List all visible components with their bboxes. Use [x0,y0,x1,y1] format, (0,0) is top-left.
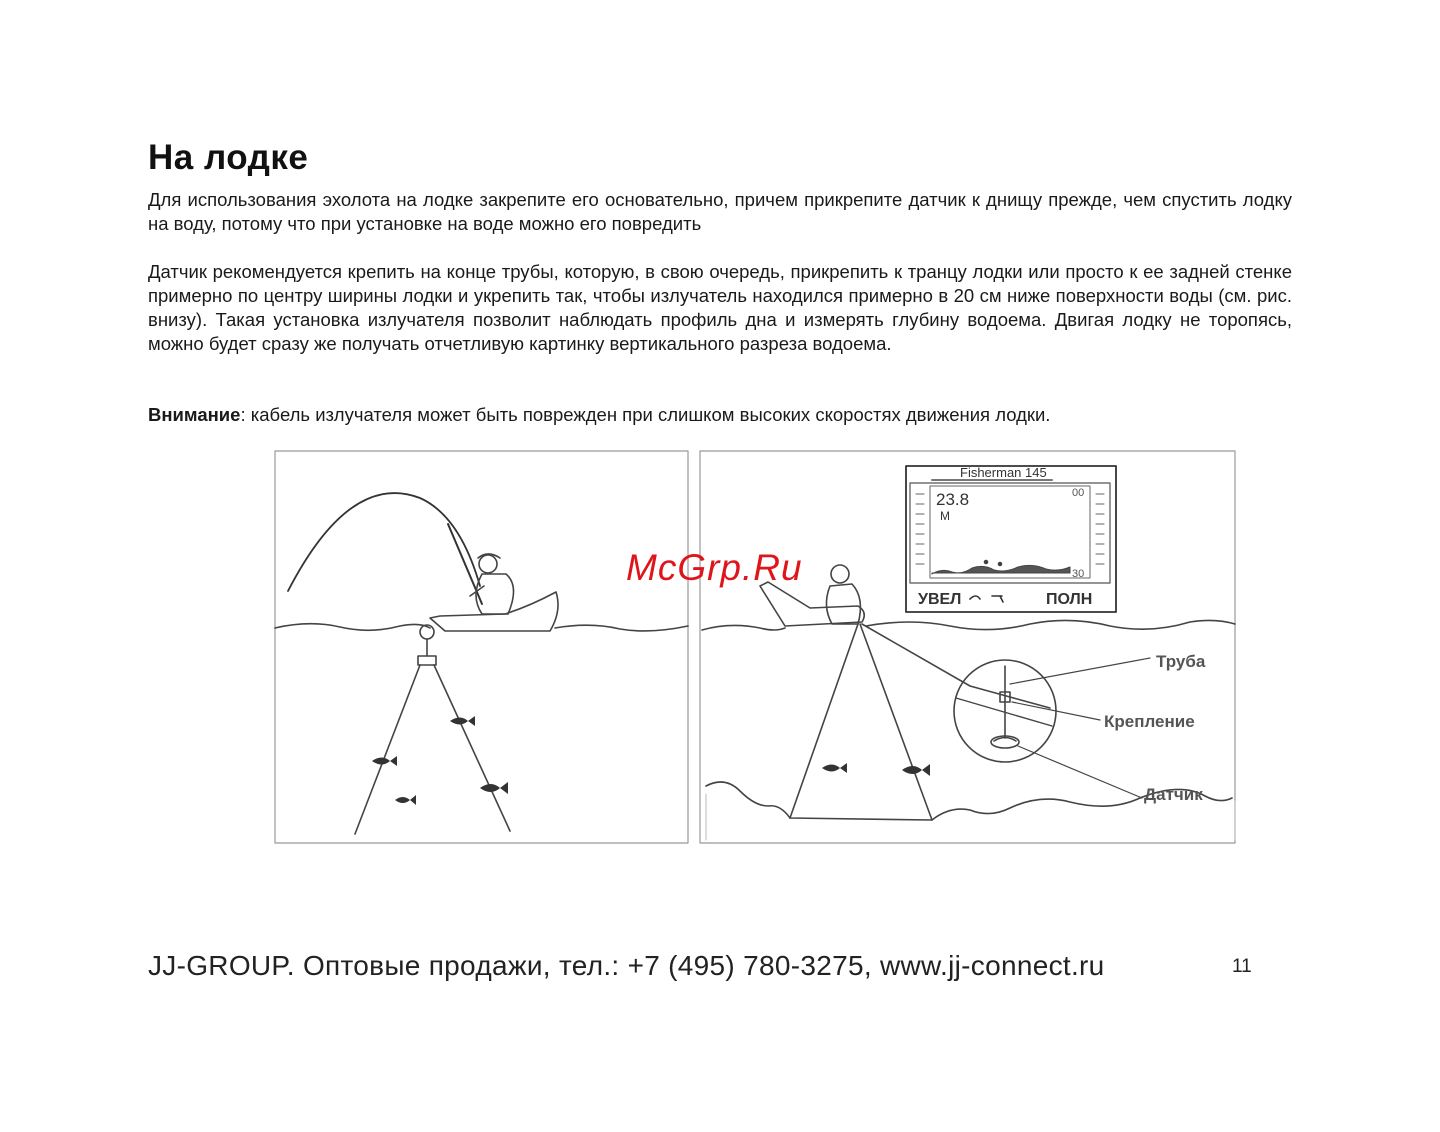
label-sensor: Датчик [1144,785,1203,804]
sonar-cone-right-right-edge [860,624,932,820]
label-mount: Крепление [1104,712,1195,731]
zoom-detail [954,660,1056,762]
display-unit: M [940,509,950,523]
display-button-full: ПОЛН [1046,591,1093,608]
watermark-text: McGrp.Ru [626,547,803,588]
leader-pipe [1010,658,1150,684]
right-panel [700,451,1235,843]
display-button-zoom: УВЕЛ [918,591,962,608]
fishing-rod-arc [288,493,480,591]
display-model: Fisherman 145 [960,465,1047,480]
fish-group-left [372,716,508,805]
label-pipe: Труба [1156,652,1206,671]
boat-left [430,592,558,631]
illustration-svg [270,446,1240,846]
leader-sensor [1018,746,1142,798]
fish-group-right [822,763,930,776]
display-scale-top: 00 [1072,487,1085,499]
paragraph-intro: Для использования эхолота на лодке закрепите его основательно, причем прикрепите датчик к днищу прежде, чем спустить лодку на воду, потому что при установке на воде можно его повредить [148,189,1292,234]
fisherman-right [826,565,860,624]
water-surface-left-a [275,624,430,631]
warning-label: Внимание [148,404,241,425]
sonar-cone-right-edge [434,665,510,831]
sonar-cone-left-edge [355,665,420,834]
transducer-left [418,656,436,665]
bottom-profile-graph [932,565,1070,574]
water-surface-right-a [702,625,785,630]
section-heading: На лодке [148,138,309,177]
water-surface-left-b [555,625,688,631]
sonar-cone-right-left-edge [790,624,858,818]
fishfinder-display [906,465,1116,612]
installation-illustration [270,446,1240,846]
display-scale-bottom: 30 [1072,568,1085,580]
water-surface-right-b [866,620,1235,629]
fish-icon-symbol [970,596,1003,602]
left-panel [275,451,688,843]
paragraph-mounting: Датчик рекомендуется крепить на конце трубы, которую, в свою очередь, прикрепить к транцу лодки или просто к ее задней стенке примерно по центру ширины лодки и укрепить так, чтобы излучатель находился примерно в 20 см ниже поверхности воды (см. рис. внизу). Такая установка излучателя позволит наблюдать профиль дна и измерять глубину водоема. Двигая лодку не торопясь, можно будет сразу же получать отчетливую картинку вертикального разреза водоема. [148,261,1292,354]
display-depth: 23.8 [936,490,970,509]
paragraph-warning [148,403,1292,427]
footer-contact: JJ-GROUP. Оптовые продажи, тел.: +7 (495) 780-3275, www.jj-connect.ru [148,950,1105,981]
page-number: 11 [1232,956,1252,977]
fisherman-left [470,554,514,614]
left-panel-frame [275,451,688,843]
warning-text: : кабель излучателя может быть поврежден при слишком высоких скоростях движения лодки. [240,404,1051,425]
